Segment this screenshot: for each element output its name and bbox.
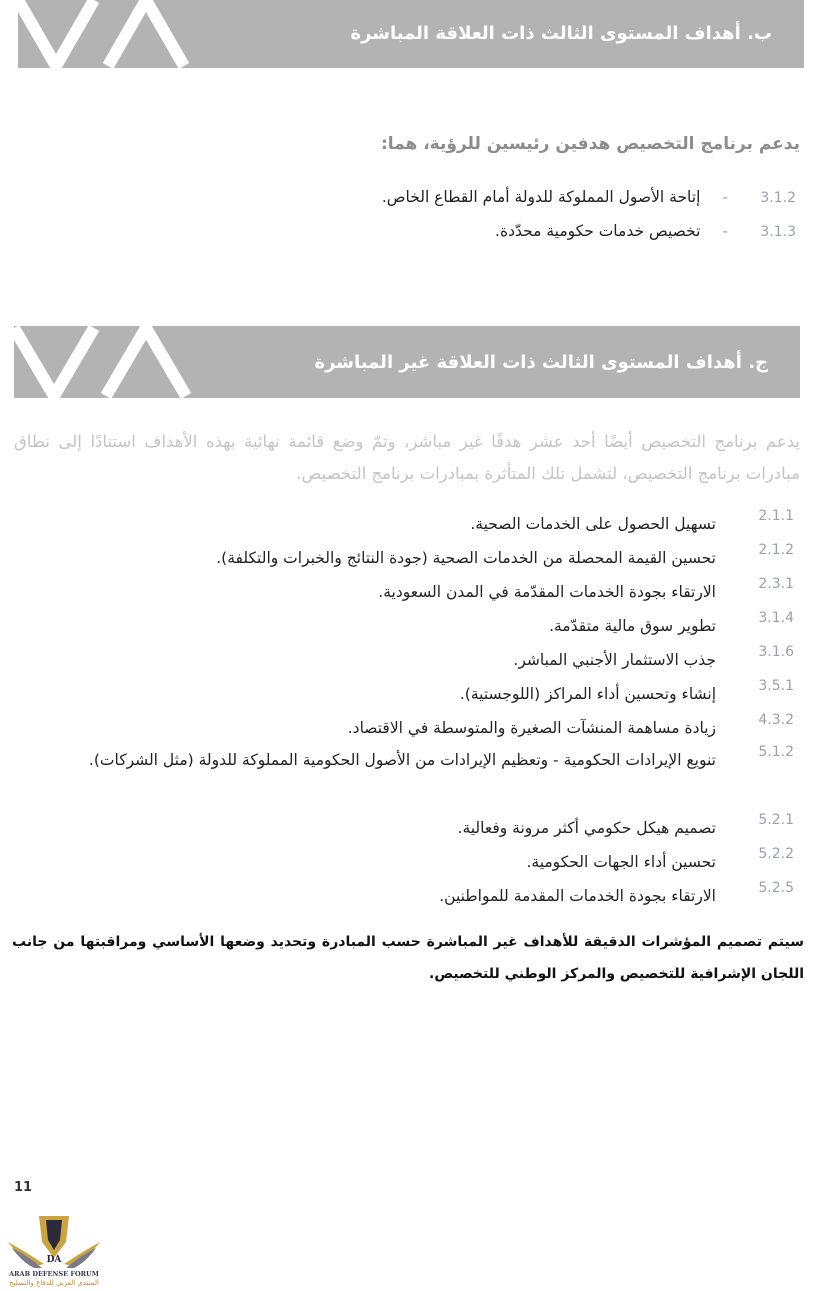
section-b-intro: يدعم برنامج التخصيص هدفين رئيسين للرؤية، هما: xyxy=(380,134,800,154)
item-text: إتاحة الأصول المملوكة للدولة أمام القطاع الخاص. xyxy=(381,188,701,206)
section-c-intro: يدعم برنامج التخصيص أيضًا أحد عشر هدفًا غير مباشر، وتمّ وضع قائمة نهائية بهذه الأهداف استنادًا إلى نطاق مبادرات برنامج التخصيص، لتشمل تلك المتأثرة بمبادرات برنامج التخصيص. xyxy=(14,432,800,483)
list-item xyxy=(34,812,794,844)
item-number: 2.3.1 xyxy=(758,576,794,592)
page-number: 11 xyxy=(14,1180,33,1195)
item-number: 4.3.2 xyxy=(758,712,794,728)
list-item xyxy=(34,508,794,540)
section-c-title: ج. أهداف المستوى الثالث ذات العلاقة غير المباشرة xyxy=(314,351,768,373)
item-number: 5.2.5 xyxy=(758,880,794,896)
item-number: 3.1.6 xyxy=(758,644,794,660)
item-number: 3.1.4 xyxy=(758,610,794,626)
item-text: إنشاء وتحسين أداء المراكز (اللوجستية). xyxy=(459,685,716,703)
list-item xyxy=(34,678,794,710)
section-c-banner xyxy=(14,326,800,398)
list-item xyxy=(34,880,794,912)
item-number: 3.5.1 xyxy=(758,678,794,694)
item-text: تصميم هيكل حكومي أكثر مرونة وفعالية. xyxy=(457,819,716,837)
item-number: 5.1.2 xyxy=(758,744,794,760)
item-number: 3.1.2 xyxy=(760,190,796,206)
item-text: زيادة مساهمة المنشآت الصغيرة والمتوسطة في الاقتصاد. xyxy=(347,719,716,737)
item-text: تخصيص خدمات حكومية محدّدة. xyxy=(495,222,701,240)
item-text: تنويع الإيرادات الحكومية - وتعظيم الإيرادات من الأصول الحكومية المملوكة للدولة (مثل الشركات). xyxy=(88,751,716,769)
list-item: 3.1.2-إتاحة الأصول المملوكة للدولة أمام القطاع الخاص. xyxy=(381,188,796,206)
list-item xyxy=(34,542,794,574)
item-number: 2.1.1 xyxy=(758,508,794,524)
section-b-banner xyxy=(18,0,804,68)
item-number: 2.1.2 xyxy=(758,542,794,558)
list-item xyxy=(34,644,794,676)
list-item xyxy=(34,712,794,744)
list-item xyxy=(34,610,794,642)
item-number: 3.1.3 xyxy=(760,224,796,240)
chevron-pattern-icon xyxy=(18,0,278,68)
chevron-pattern-icon xyxy=(14,326,274,398)
logo-initials: DA xyxy=(46,1255,62,1265)
list-item: 3.1.3-تخصيص خدمات حكومية محدّدة. xyxy=(495,222,796,240)
section-b-title: ب. أهداف المستوى الثالث ذات العلاقة المباشرة xyxy=(350,22,772,44)
item-number: 5.2.2 xyxy=(758,846,794,862)
item-text: تسهيل الحصول على الخدمات الصحية. xyxy=(470,515,716,533)
item-text: تحسين القيمة المحصلة من الخدمات الصحية (جودة النتائج والخبرات والتكلفة). xyxy=(216,549,716,567)
item-number: 5.2.1 xyxy=(758,812,794,828)
item-text: تحسين أداء الجهات الحكومية. xyxy=(526,853,716,871)
footnote: سيتم تصميم المؤشرات الدقيقة للأهداف غير المباشرة حسب المبادرة وتحديد وضعها الأساسي ومراقبتها من جانب اللجان الإشرافية للتخصيص والمركز الوطني للتخصيص. xyxy=(12,934,804,982)
list-item xyxy=(34,744,794,776)
item-text: الارتقاء بجودة الخدمات المقدّمة في المدن السعودية. xyxy=(378,583,716,601)
list-item xyxy=(34,846,794,878)
list-item xyxy=(34,576,794,608)
item-text: تطوير سوق مالية متقدّمة. xyxy=(549,617,716,635)
watermark-name-ar: المنتدى العربي للدفاع والتسليح xyxy=(9,1279,99,1287)
watermark-name-en: ARAB DEFENSE FORUM xyxy=(9,1270,99,1278)
item-text: الارتقاء بجودة الخدمات المقدمة للمواطنين. xyxy=(439,887,716,905)
item-text: جذب الاستثمار الأجنبي المباشر. xyxy=(513,651,716,669)
